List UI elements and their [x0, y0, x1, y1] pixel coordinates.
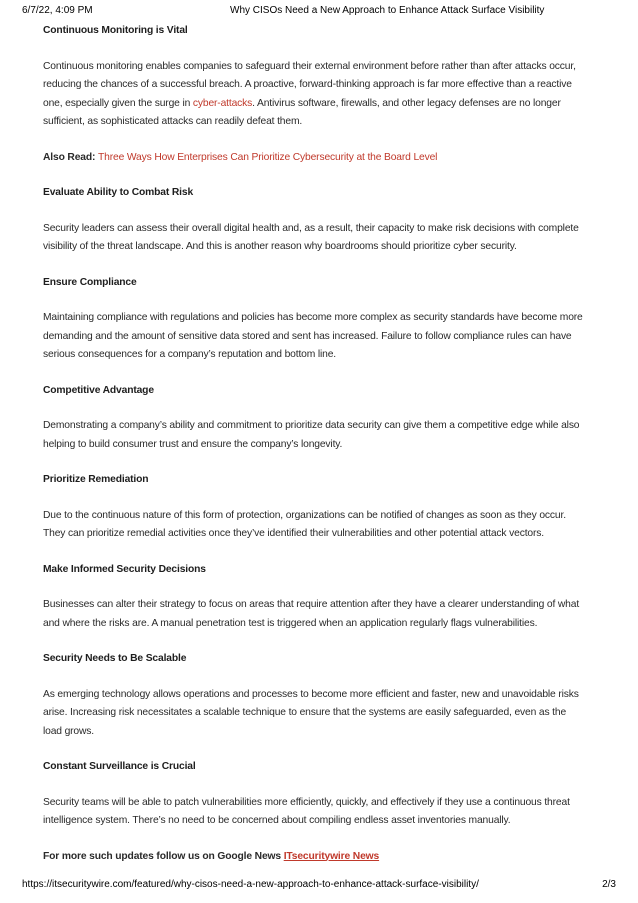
heading-prioritize-remediation: Prioritize Remediation — [43, 474, 149, 485]
print-header — [0, 0, 638, 20]
heading-competitive-advantage: Competitive Advantage — [43, 384, 154, 396]
cyber-attacks-link[interactable]: cyber-attacks — [192, 97, 253, 109]
follow-updates — [43, 848, 583, 867]
paragraph-informed-decisions: Businesses can alter their strategy to focus on areas that require attention after they have a clearer understanding of what and where the risks are. A manual penetration test is triggered when an application regularly flags vulnerabilities. — [43, 599, 580, 629]
paragraph-competitive-advantage: Demonstrating a company’s ability and commitment to prioritize data security can give them a competitive edge while also helping to build consumer trust and ensure the company’s longevity. — [43, 420, 580, 450]
paragraph-scalable-security: As emerging technology allows operations and processes to become more efficient and faster, new and unavoidable risks arise. Increasing risk necessitates a scalable technique to ensure that the systems are easily safeguarded, even as the load grows. — [43, 688, 579, 737]
paragraph-prioritize-remediation: Due to the continuous nature of this form of protection, organizations can be notified of changes as soon as they occur. They can prioritize remedial activities once they’ve identified their vulnerabilities and other potential attack vectors. — [43, 509, 566, 539]
paragraph-text: . Antivirus software, firewalls, and other legacy defenses are no longer sufficient, as sophisticated attacks can readily defeat them. — [43, 97, 561, 127]
heading-ensure-compliance: Ensure Compliance — [43, 276, 137, 288]
heading-continuous-monitoring: Continuous Monitoring is Vital — [43, 25, 188, 36]
print-page-title: Why CISOs Need a New Approach to Enhance Attack Surface Visibility — [230, 5, 545, 16]
also-read — [43, 149, 583, 168]
paragraph-continuous-monitoring — [43, 58, 583, 132]
article-body — [43, 22, 583, 866]
paragraph-text: Continuous monitoring enables companies to safeguard their external environment before rather than after attacks occur, reducing the chances of a successful breach. A proactive, forward-thinking approach is far more effective than a reactive one, especially given the surge in — [43, 60, 576, 109]
print-date: 6/7/22, 4:09 PM — [22, 5, 93, 16]
also-read-label: Also Read: — [43, 151, 98, 163]
also-read-link[interactable]: Three Ways How Enterprises Can Prioritize Cybersecurity at the Board Level — [98, 151, 438, 163]
follow-updates-label: For more such updates follow us on Google News — [43, 850, 284, 862]
paragraph-constant-surveillance: Security teams will be able to patch vulnerabilities more efficiently, quickly, and effectively if they use a continuous threat intelligence system. There’s no need to be concerned about compiling endless asset inventories manually. — [43, 796, 570, 826]
print-url: https://itsecuritywire.com/featured/why-cisos-need-a-new-approach-to-enhance-attack-surface-visibility/ — [22, 879, 479, 890]
google-news-link[interactable]: ITsecuritywire News — [283, 850, 380, 862]
paragraph-evaluate-risk: Security leaders can assess their overall digital health and, as a result, their capacity to make risk decisions with complete visibility of the threat landscape. And this is another reason why boardrooms should prioritize cyber security. — [43, 222, 579, 252]
heading-scalable-security: Security Needs to Be Scalable — [43, 653, 187, 664]
heading-informed-decisions: Make Informed Security Decisions — [43, 563, 206, 575]
print-footer — [0, 876, 638, 896]
page-number: 2/3 — [602, 879, 616, 890]
paragraph-ensure-compliance: Maintaining compliance with regulations and policies has become more complex as security standards have become more demanding and the amount of sensitive data stored and sent has increased. Failure to follow compliance rules can have serious consequences for a company’s reputation and bottom line. — [43, 312, 583, 360]
heading-constant-surveillance: Constant Surveillance is Crucial — [43, 761, 196, 772]
heading-evaluate-risk: Evaluate Ability to Combat Risk — [43, 187, 194, 198]
